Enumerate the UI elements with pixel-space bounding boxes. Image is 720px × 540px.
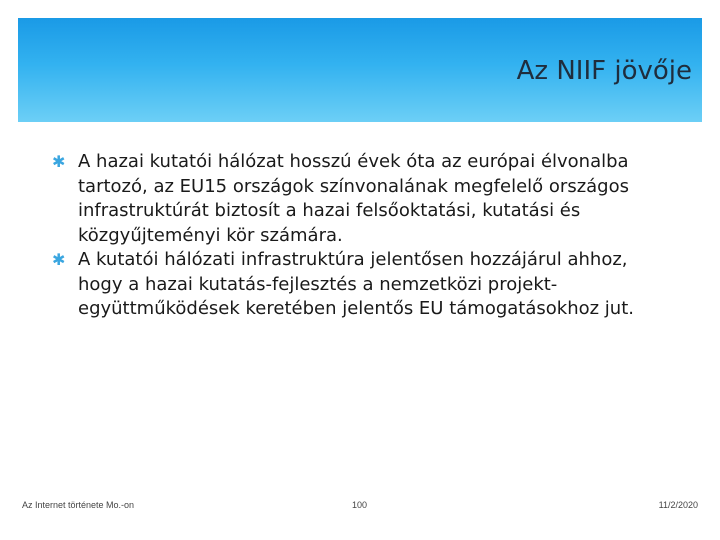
- page-number: 100: [352, 500, 368, 510]
- bullet-text: A kutatói hálózati infrastruktúra jelentősen hozzájárul ahhoz, hogy a hazai kutatás-fejlesztés a nemzetközi projekt-együttműködések keretében jelentős EU támogatásokhoz jut.: [78, 249, 634, 319]
- bullet-list: [52, 150, 662, 322]
- footer-date: 11/2/2020: [658, 500, 698, 510]
- bullet-item: [52, 248, 662, 322]
- asterisk-icon: ✱: [52, 250, 66, 269]
- asterisk-icon: ✱: [52, 152, 66, 171]
- slide-title: Az NIIF jövője: [516, 56, 692, 86]
- bullet-text: A hazai kutatói hálózat hosszú évek óta az európai élvonalba tartozó, az EU15 országok színvonalának megfelelő országos infrastruktúrát biztosít a hazai felsőoktatási, kutatási és közgyűjteményi kör számára.: [78, 151, 629, 246]
- footer-source: Az Internet története Mo.-on: [22, 500, 135, 510]
- bullet-item: [52, 150, 662, 248]
